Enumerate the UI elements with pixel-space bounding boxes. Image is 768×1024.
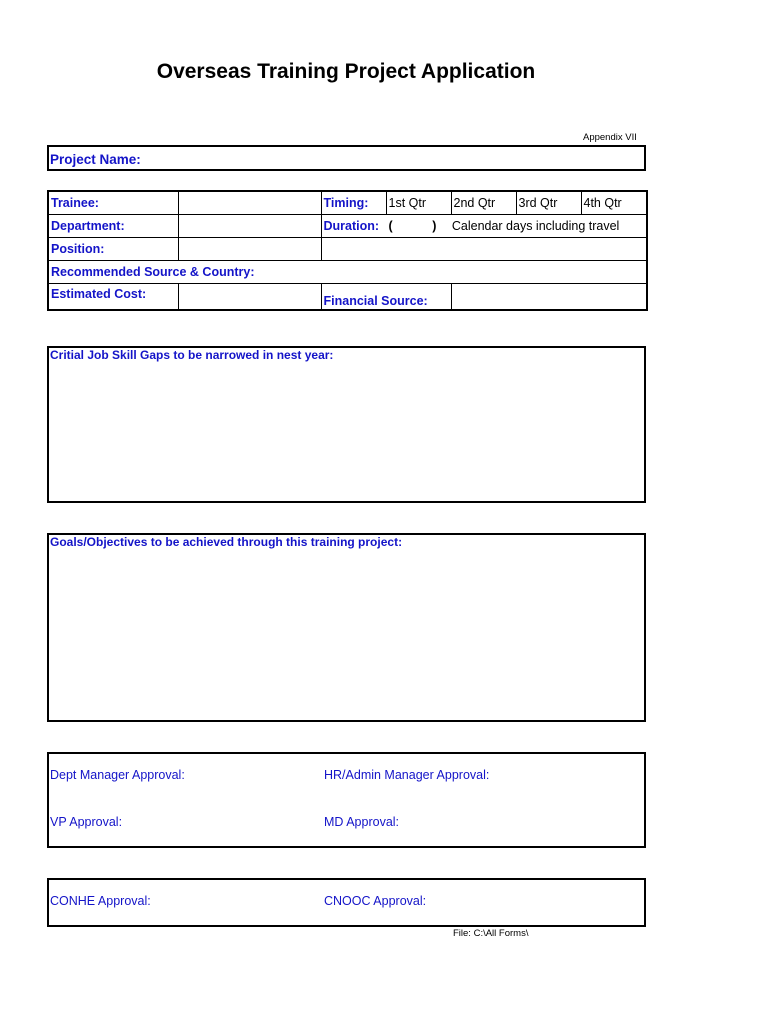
financial-source-field[interactable] [451,284,647,311]
table-row [48,284,647,311]
goals-label: Goals/Objectives to be achieved through this training project: [50,535,403,549]
estimated-cost-label: Estimated Cost: [48,284,178,311]
trainee-label: Trainee: [48,191,178,215]
skill-gaps-label: Critial Job Skill Gaps to be narrowed in nest year: [50,348,334,362]
conhe-approval[interactable]: CONHE Approval: [50,894,151,908]
timing-q3[interactable]: 3rd Qtr [516,191,581,215]
position-extra-field[interactable] [321,238,647,261]
goals-textarea[interactable] [47,533,646,722]
timing-q2[interactable]: 2nd Qtr [451,191,516,215]
financial-source-label: Financial Source: [321,284,451,311]
project-name-label: Project Name: [50,152,141,167]
trainee-info-table [47,190,648,311]
estimated-cost-field[interactable] [178,284,321,311]
duration-close-paren: ) [432,219,437,233]
cnooc-approval[interactable]: CNOOC Approval: [324,894,427,908]
timing-q1[interactable]: 1st Qtr [386,191,451,215]
duration-cell[interactable] [321,215,647,238]
trainee-field[interactable] [178,191,321,215]
appendix-label: Appendix VII [583,132,637,143]
department-label: Department: [48,215,178,238]
approvals-section [47,752,646,848]
external-approvals-section [47,878,646,927]
timing-label: Timing: [321,191,386,215]
duration-label: Duration: [323,219,380,233]
duration-open-paren: ( [388,219,393,233]
file-path-footer: File: C:\All Forms\ [453,928,529,939]
page-title: Overseas Training Project Application [156,60,536,83]
vp-approval[interactable]: VP Approval: [50,815,123,829]
dept-manager-approval[interactable]: Dept Manager Approval: [50,768,185,782]
table-row [48,261,647,284]
table-row [48,191,647,215]
table-row [48,215,647,238]
md-approval[interactable]: MD Approval: [324,815,400,829]
source-country-label: Recommended Source & Country: [48,261,647,284]
duration-note: Calendar days including travel [451,219,620,233]
timing-q4[interactable]: 4th Qtr [581,191,647,215]
skill-gaps-textarea[interactable] [47,346,646,503]
hr-admin-approval[interactable]: HR/Admin Manager Approval: [324,768,490,782]
project-name-field[interactable] [47,145,646,171]
department-field[interactable] [178,215,321,238]
position-field[interactable] [178,238,321,261]
position-label: Position: [48,238,178,261]
table-row [48,238,647,261]
